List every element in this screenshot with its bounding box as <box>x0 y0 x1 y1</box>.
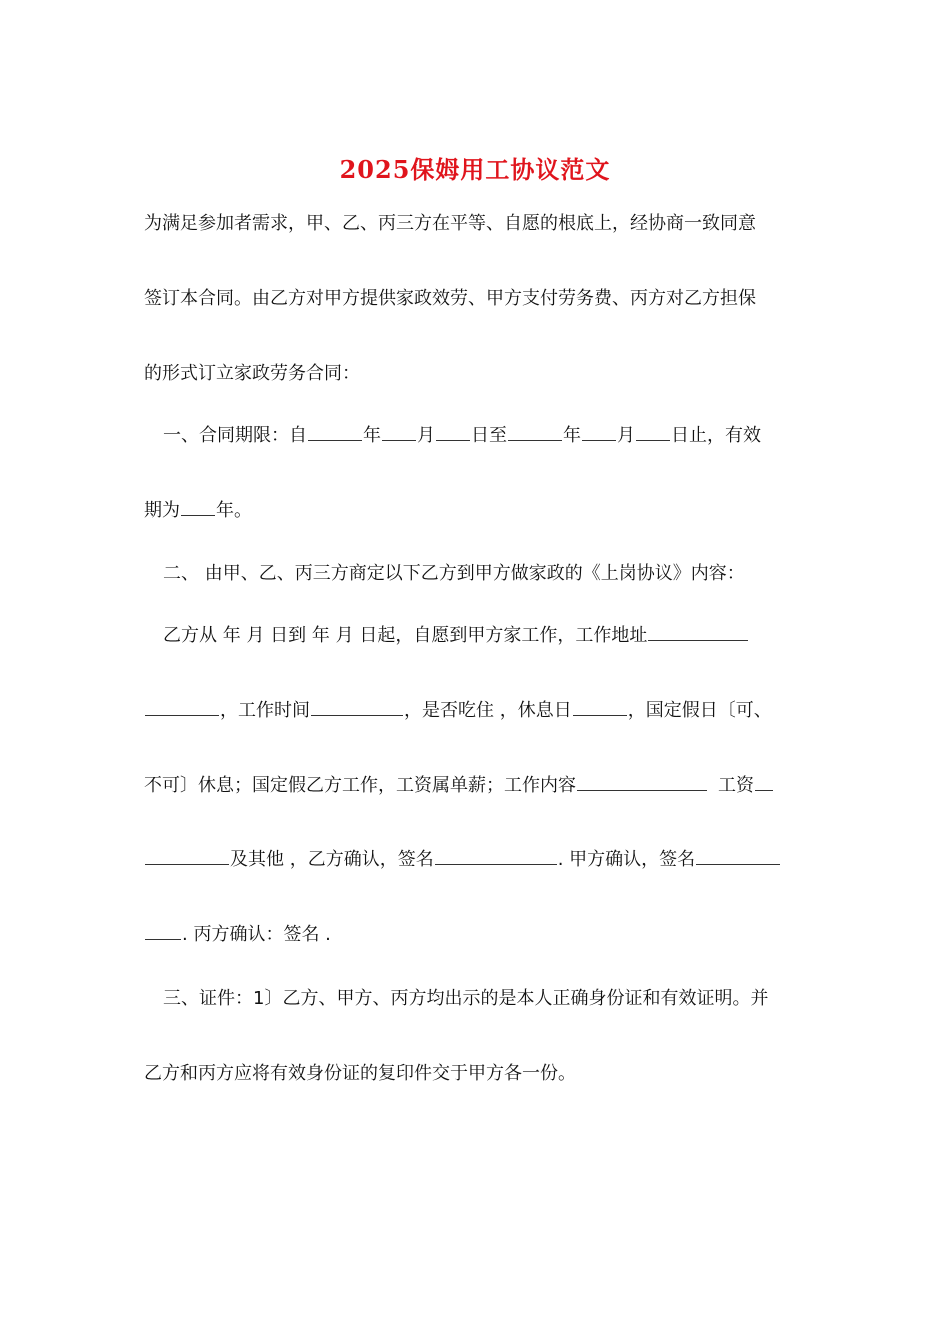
blank-party-a-signature <box>696 846 780 865</box>
clause-1-text: 日至 <box>471 425 507 446</box>
blank-wage <box>755 772 773 791</box>
clause-2-text: . 丙方确认：签名 . <box>182 924 331 945</box>
clause-1-text: 年。 <box>216 500 252 521</box>
clause-1-line-2 <box>144 497 252 525</box>
clause-1-text: 日止，有效 <box>671 425 761 446</box>
blank-work-address-cont <box>145 697 219 716</box>
blank-work-address <box>648 622 748 641</box>
blank-work-hours <box>311 697 403 716</box>
clause-1-text: 年 <box>363 425 381 446</box>
clause-2-line-4 <box>144 846 781 874</box>
blank-party-a-signature-cont <box>145 921 181 940</box>
clause-2-text: ，工作时间 <box>220 700 310 721</box>
blank-end-year <box>508 422 562 441</box>
blank-end-day <box>636 422 670 441</box>
clause-3-line-1: 三、证件：1〕乙方、甲方、丙方均出示的是本人正确身份证和有效证明。并 <box>163 988 769 1009</box>
clause-1-line-1 <box>163 422 761 450</box>
clause-2-text: ，是否吃住 ，休息日 <box>404 700 572 721</box>
clause-2-text: ，国定假日〔可、 <box>627 700 772 721</box>
clause-2-text: 及其他 ，乙方确认，签名 <box>230 849 434 870</box>
clause-2-text: 不可〕休息；国定假乙方工作，工资属单薪；工作内容 <box>144 775 576 796</box>
clause-1-text: 月 <box>617 425 635 446</box>
clause-3-line-2: 乙方和丙方应将有效身份证的复印件交于甲方各一份。 <box>144 1063 576 1084</box>
clause-2-line-5 <box>144 921 331 949</box>
document-title: 2025保姆用工协议范文 <box>339 155 611 184</box>
clause-2-text: . 甲方确认，签名 <box>557 849 696 870</box>
clause-2-text: 工资 <box>718 775 754 796</box>
clause-2-heading: 二、 由甲、乙、丙三方商定以下乙方到甲方做家政的《上岗协议》内容： <box>163 563 745 584</box>
blank-term-years <box>181 497 215 516</box>
blank-work-content <box>577 772 707 791</box>
intro-line-2: 签订本合同。由乙方对甲方提供家政效劳、甲方支付劳务费、丙方对乙方担保 <box>144 288 756 309</box>
blank-start-month <box>382 422 416 441</box>
blank-wage-cont <box>145 846 229 865</box>
blank-start-day <box>436 422 470 441</box>
intro-line-3: 的形式订立家政劳务合同： <box>144 363 360 384</box>
blank-start-year <box>308 422 362 441</box>
intro-line-1: 为满足参加者需求，甲、乙、丙三方在平等、自愿的根底上，经协商一致同意 <box>144 213 756 234</box>
clause-2-line-1 <box>163 622 749 650</box>
clause-1-text: 一、合同期限：自 <box>163 425 307 446</box>
blank-rest-day <box>573 697 627 716</box>
clause-2-line-3 <box>144 772 774 800</box>
blank-party-b-signature <box>435 846 557 865</box>
clause-1-text: 年 <box>563 425 581 446</box>
blank-end-month <box>582 422 616 441</box>
clause-2-text: 乙方从 年 月 日到 年 月 日起，自愿到甲方家工作，工作地址 <box>163 625 648 646</box>
clause-1-text: 月 <box>417 425 435 446</box>
clause-1-text: 期为 <box>144 500 180 521</box>
clause-2-line-2 <box>144 697 772 725</box>
